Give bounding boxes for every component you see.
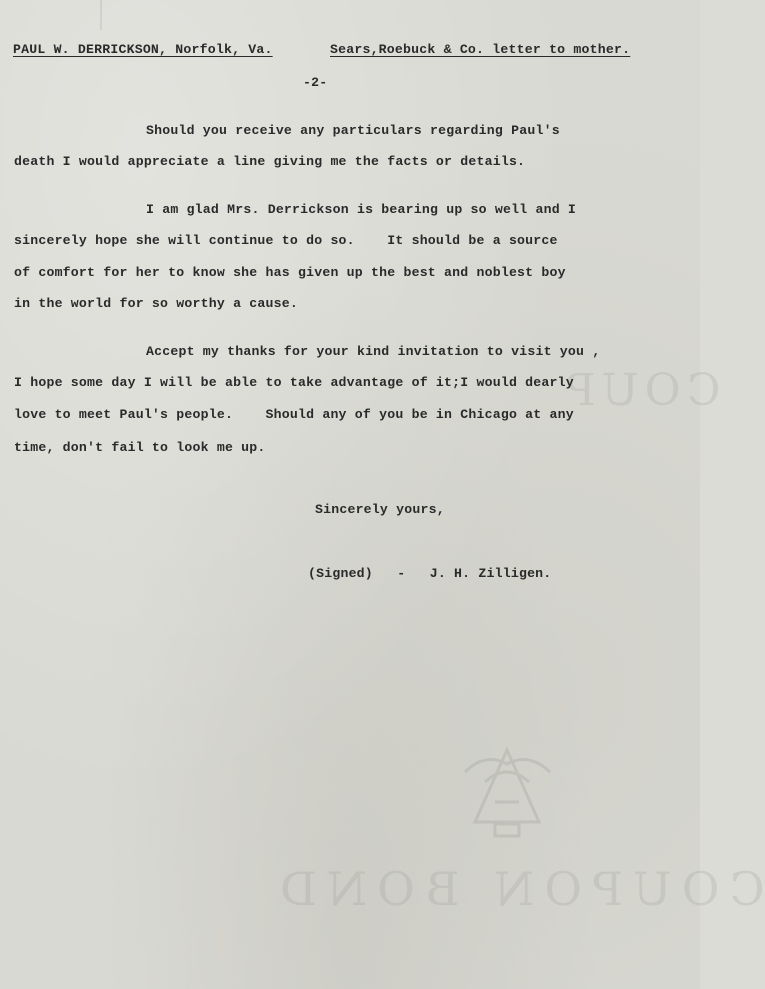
signature-line: (Signed) - J. H. Zilligen. xyxy=(308,566,552,581)
page-number: -2- xyxy=(303,75,328,90)
paper-crease xyxy=(100,0,102,30)
paragraph-3-line-2: I hope some day I will be able to take advantage of it;I would dearly xyxy=(14,375,574,390)
paragraph-1-line-2: death I would appreciate a line giving me the facts or details. xyxy=(14,154,526,169)
paragraph-2-line-2: sincerely hope she will continue to do so. It should be a source xyxy=(14,233,558,248)
paragraph-2-line-1: I am glad Mrs. Derrickson is bearing up so well and I xyxy=(146,202,577,217)
paragraph-3-line-1: Accept my thanks for your kind invitation to visit you , xyxy=(146,344,601,359)
watermark-eagle-emblem-icon xyxy=(455,742,560,842)
paragraph-1-line-1: Should you receive any particulars regarding Paul's xyxy=(146,123,560,138)
header-description: Sears,Roebuck & Co. letter to mother. xyxy=(330,42,631,57)
watermark-coupon-bond: COUPON BOND xyxy=(270,862,765,916)
closing: Sincerely yours, xyxy=(315,502,445,517)
paragraph-3-line-3: love to meet Paul's people. Should any of you be in Chicago at any xyxy=(14,407,574,422)
paragraph-2-line-3: of comfort for her to know she has given up the best and noblest boy xyxy=(14,265,566,280)
paragraph-3-line-4: time, don't fail to look me up. xyxy=(14,440,266,455)
paragraph-2-line-4: in the world for so worthy a cause. xyxy=(14,296,298,311)
watermark-coupon-side: COUP xyxy=(560,365,721,416)
header-subject: PAUL W. DERRICKSON, Norfolk, Va. xyxy=(13,42,273,57)
